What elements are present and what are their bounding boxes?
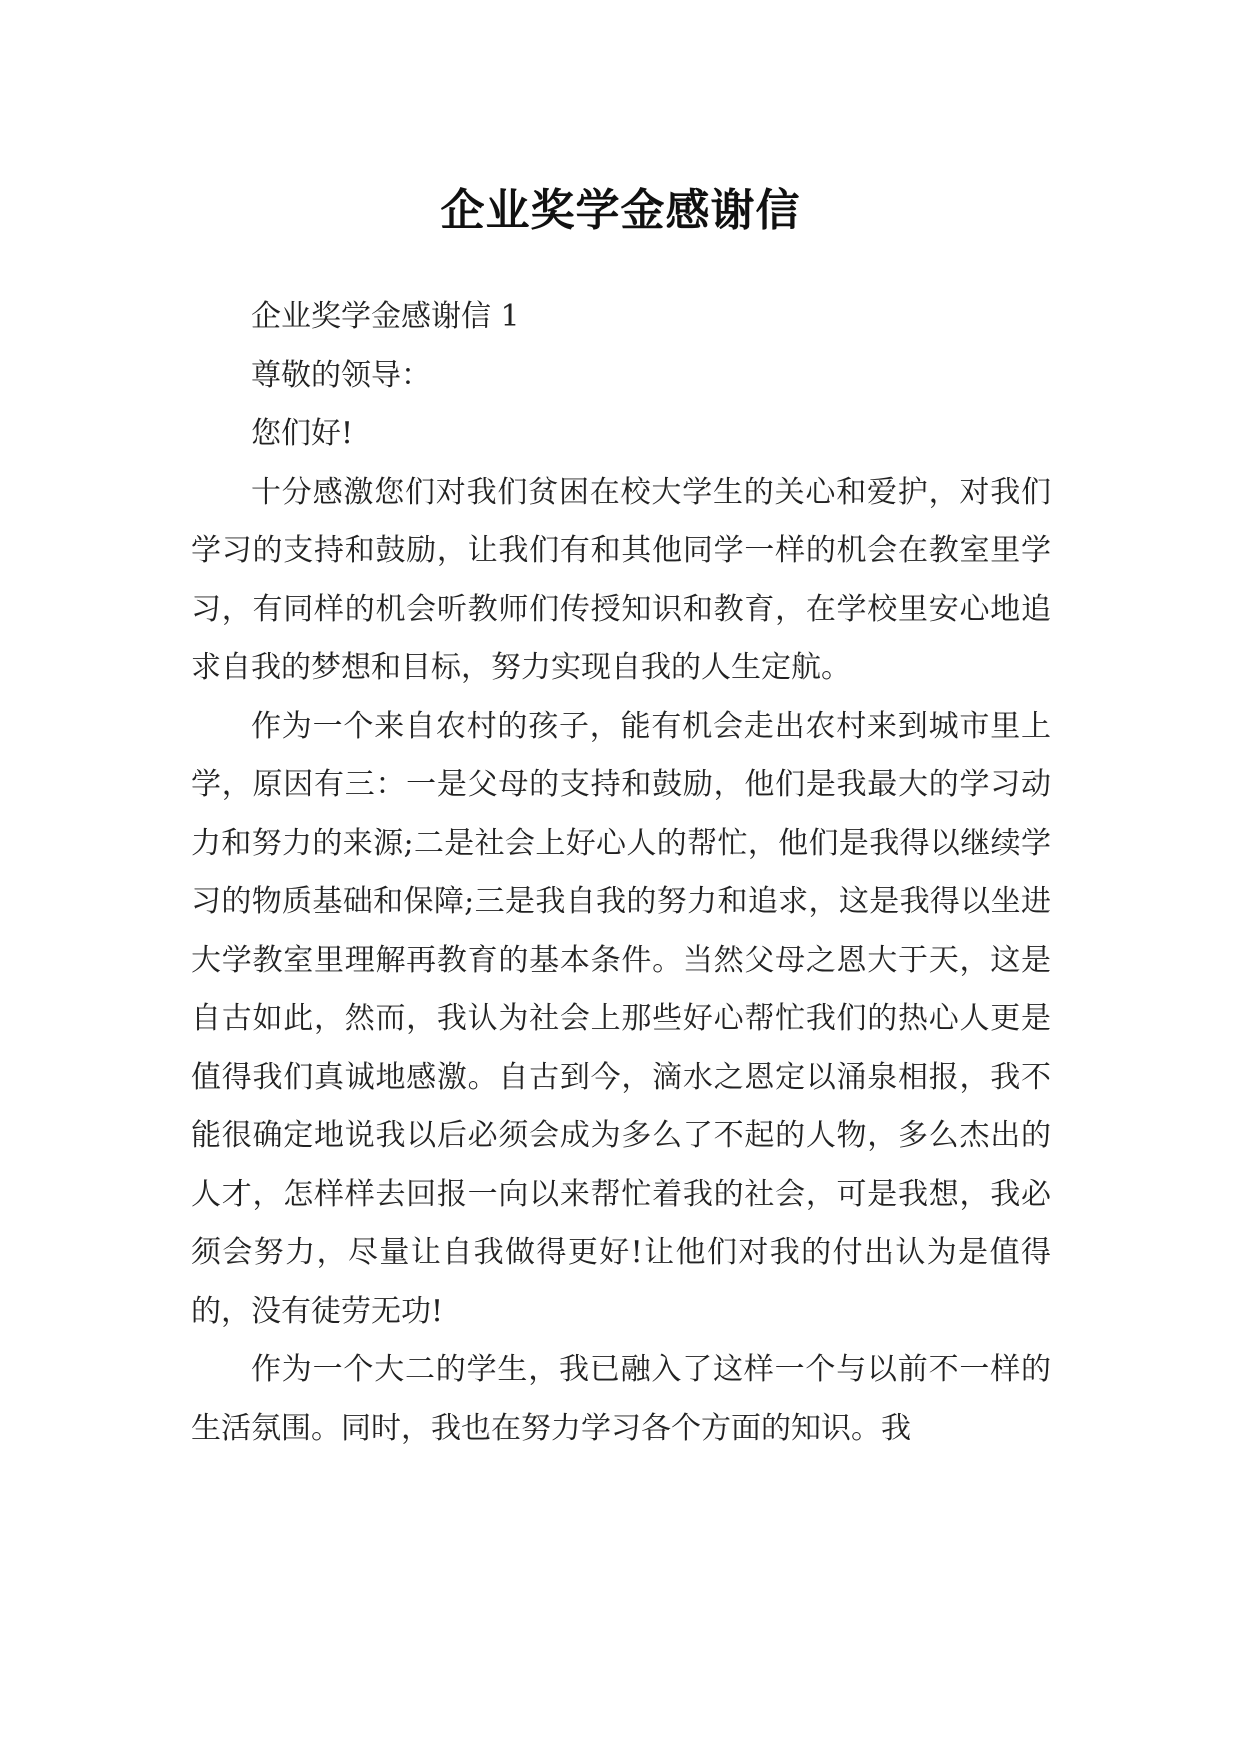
document-title: 企业奖学金感谢信	[440, 185, 801, 237]
paragraph-body: 作为一个大二的学生，我已融入了这样一个与以前不一样的生活氛围。同时，我也在努力学习各个方面的知识。我	[191, 1352, 1051, 1446]
paragraph-body: 十分感激您们对我们贫困在校大学生的关心和爱护，对我们学习的支持和鼓励，让我们有和其他同学一样的机会在教室里学习，有同样的机会听教师们传授知识和教育，在学校里安心地追求自我的梦想和目标，努力实现自我的人生定航。	[191, 474, 1051, 685]
paragraph-greeting: 您们好!	[251, 416, 354, 451]
document-body	[191, 288, 1051, 1458]
paragraph-body: 作为一个来自农村的孩子，能有机会走出农村来到城市里上学，原因有三：一是父母的支持和鼓励，他们是我最大的学习动力和努力的来源;二是社会上好心人的帮忙，他们是我得以继续学习的物质基础和保障;三是我自我的努力和追求，这是我得以坐进大学教室里理解再教育的基本条件。当然父母之恩大于天，这是自古如此，然而，我认为社会上那些好心帮忙我们的热心人更是值得我们真诚地感激。自古到今，滴水之恩定以涌泉相报，我不能很确定地说我以后必须会成为多么了不起的人物，多么杰出的人才，怎样样去回报一向以来帮忙着我的社会，可是我想，我必须会努力，尽量让自我做得更好!让他们对我的付出认为是值得的，没有徒劳无功!	[191, 708, 1051, 1329]
paragraph-salutation: 尊敬的领导：	[251, 357, 431, 393]
paragraph-heading: 企业奖学金感谢信 1	[251, 299, 520, 334]
